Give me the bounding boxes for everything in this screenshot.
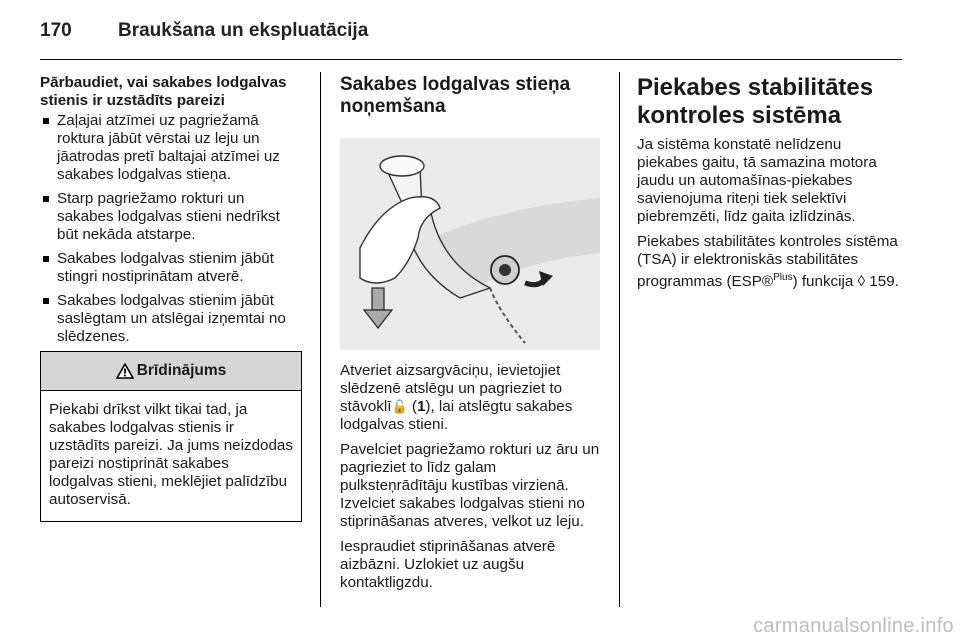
warning-box — [40, 351, 302, 522]
column-middle — [340, 74, 605, 599]
paragraph-tsa-esp: Piekabes stabilitātes kontroles sistēma (TSA) ir elektroniskās stabilitātes programmas (ESP®$^{Plus}$) funkcija ◊ 159. — [637, 233, 899, 291]
column-divider-1 — [320, 72, 321, 607]
page-header — [40, 20, 368, 42]
section-heading-tsa: Piekabes stabilitātes kontroles sistēma — [637, 74, 874, 129]
bullet-icon — [43, 298, 49, 304]
bullet-icon — [43, 256, 49, 262]
list-item: Sakabes lodgalvas stienim jābūt saslēgtam un atslēgai izņemtai no slēdzenes. — [40, 292, 305, 346]
column-divider-2 — [619, 72, 620, 607]
header-rule — [40, 59, 902, 60]
lock-open-icon: 🔓 — [391, 399, 408, 414]
list-item: Sakabes lodgalvas stienim jābūt stingri nostiprinātam atverē. — [40, 250, 305, 286]
column-left — [40, 74, 305, 352]
page-reference-icon: ◊ — [857, 273, 866, 291]
check-list — [40, 112, 305, 346]
paragraph-tsa-description: Ja sistēma konstatē nelīdzenu piekabes gaitu, tā samazina motora jaudu un automašīnas-piekabes savienojuma riteņi tiek selektīvi piebremzēti, līdz gaita izlīdzinās. — [637, 136, 877, 225]
list-item: Starp pagriežamo rokturi un sakabes lodgalvas stieni nedrīkst būt nekāda atstarpe. — [40, 190, 305, 244]
page-number: 170 — [40, 20, 72, 41]
page-reference-link[interactable]: 159. — [865, 273, 899, 291]
tow-bar-illustration — [340, 138, 600, 350]
paragraph-insert-plug: Iespraudiet stiprināšanas atverē aizbāzni. Uzlokiet uz augšu kontaktligzdu. — [340, 538, 556, 591]
bullet-icon — [43, 118, 49, 124]
warning-triangle-icon — [116, 363, 134, 379]
list-item: Zaļajai atzīmei uz pagriežamā roktura jābūt vērstai uz leju un jāatrodas pretī baltajai atzīmei uz sakabes lodgalvas stieņa. — [40, 112, 305, 184]
warning-header — [41, 352, 301, 391]
warning-text: Piekabi drīkst vilkt tikai tad, ja sakabes lodgalvas stienis ir uzstādīts pareizi. Ja jums neizdodas pareizi nostiprināt sakabes lodgalvas stieni, meklējiet palīdzību autoservisā. — [49, 401, 293, 508]
column-right — [637, 74, 902, 298]
watermark: carmanualsonline.info — [753, 615, 954, 637]
tow-bar-drawing — [340, 138, 600, 350]
warning-title: Brīdinājums — [136, 362, 227, 379]
chapter-title: Braukšana un ekspluatācija — [118, 20, 369, 41]
bullet-icon — [43, 196, 49, 202]
paragraph-unlock: Atveriet aizsargvāciņu, ievietojiet slēdzenē atslēgu un pagrieziet to stāvoklī🔓 (1), lai atslēgtu sakabes lodgalvas stieni. — [340, 362, 573, 433]
paragraph-pull-handle: Pavelciet pagriežamo rokturi uz āru un pagrieziet to līdz galam pulksteņrādītāju kustības virzienā. Izvelciet sakabes lodgalvas stieni no stiprināšanas atveres, velkot uz leju. — [340, 441, 600, 530]
section-heading-removal: Sakabes lodgalvas stieņa noņemšana — [340, 74, 571, 117]
section-subheading: Pārbaudiet, vai sakabes lodgalvas stienis ir uzstādīts pareizi — [40, 74, 287, 109]
